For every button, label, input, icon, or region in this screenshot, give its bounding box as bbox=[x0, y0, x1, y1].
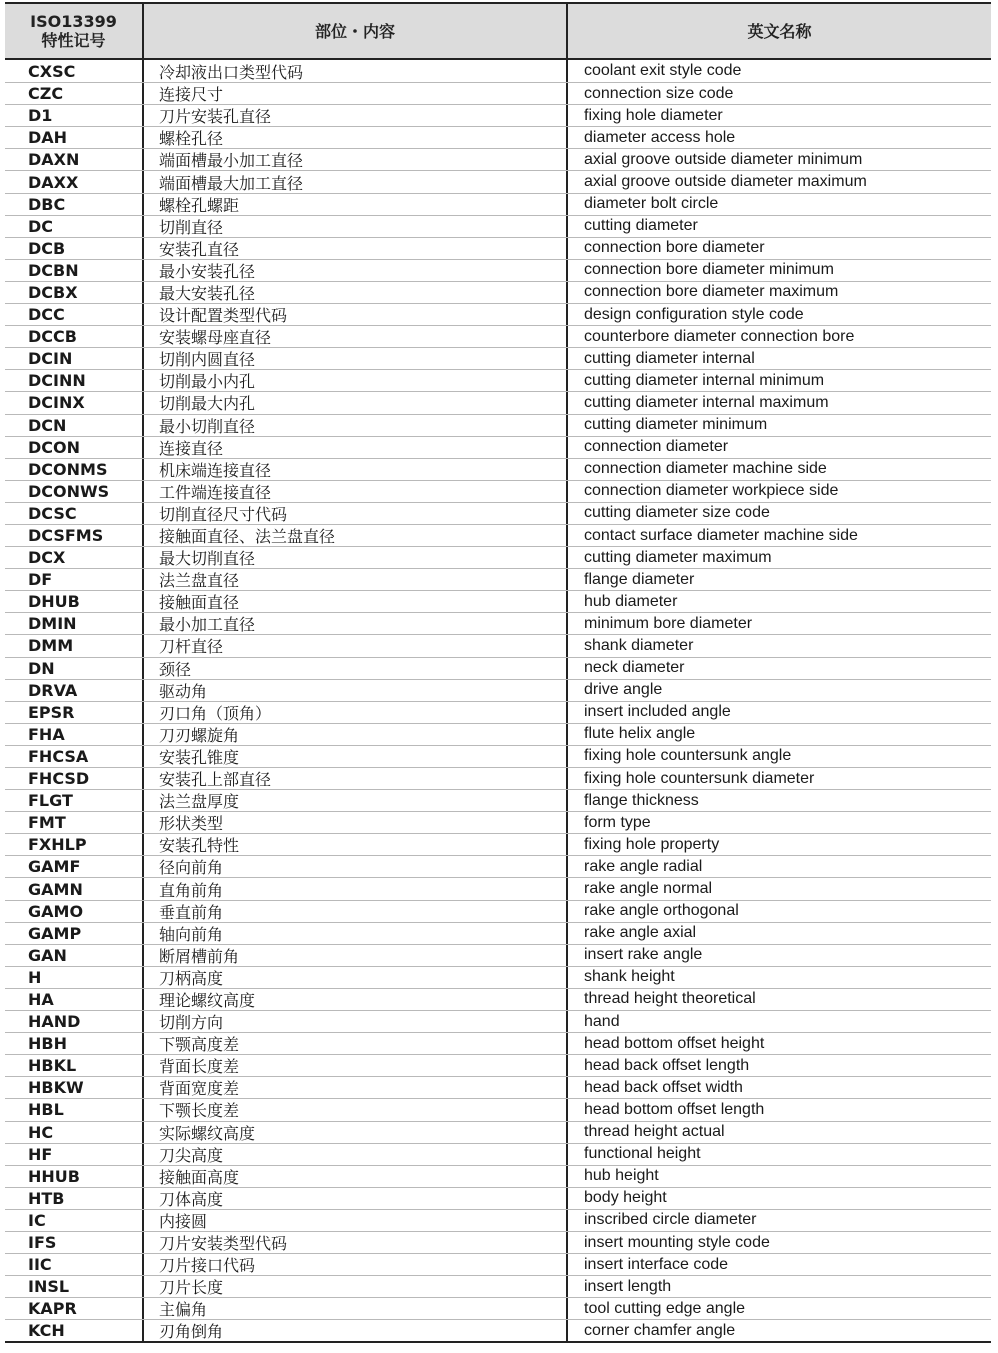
chinese-name-cell: 法兰盘直径 bbox=[144, 569, 568, 590]
english-name-cell: hub height bbox=[584, 1167, 659, 1185]
english-name-cell: neck diameter bbox=[584, 659, 685, 677]
english-name-cell: diameter access hole bbox=[584, 128, 736, 146]
english-name-cell: cutting diameter maximum bbox=[584, 548, 772, 566]
code-cell: DCINN bbox=[5, 370, 144, 391]
chinese-name-cell: 刃口角（顶角） bbox=[144, 702, 568, 723]
chinese-name-cell: 冷却液出口类型代码 bbox=[144, 60, 568, 82]
code-cell: CXSC bbox=[5, 60, 144, 82]
code-cell: KAPR bbox=[5, 1298, 144, 1319]
chinese-name-cell: 形状类型 bbox=[144, 812, 568, 833]
chinese-name-cell: 刀刃螺旋角 bbox=[144, 724, 568, 745]
table-row bbox=[5, 657, 991, 679]
code-cell: HHUB bbox=[5, 1166, 144, 1187]
code-cell: DCX bbox=[5, 547, 144, 568]
chinese-name-cell: 刀片安装孔直径 bbox=[144, 105, 568, 126]
code-cell: HBKL bbox=[5, 1055, 144, 1076]
chinese-name-cell: 连接尺寸 bbox=[144, 83, 568, 104]
chinese-name-cell: 接触面直径、法兰盘直径 bbox=[144, 525, 568, 546]
code-cell: HBL bbox=[5, 1099, 144, 1120]
chinese-name-cell: 断屑槽前角 bbox=[144, 945, 568, 966]
code-cell: FMT bbox=[5, 812, 144, 833]
code-cell: DCBX bbox=[5, 282, 144, 303]
english-name-cell: flute helix angle bbox=[584, 725, 696, 743]
english-name-cell: shank height bbox=[584, 968, 675, 986]
english-name-cell: connection diameter workpiece side bbox=[584, 482, 839, 500]
chinese-name-cell: 安装孔直径 bbox=[144, 238, 568, 259]
english-name-cell: axial groove outside diameter maximum bbox=[584, 173, 867, 191]
english-name-cell: connection bore diameter maximum bbox=[584, 283, 839, 301]
table-row bbox=[5, 701, 991, 723]
chinese-name-cell: 切削最小内孔 bbox=[144, 370, 568, 391]
code-cell: DCIN bbox=[5, 348, 144, 369]
english-name-cell: head back offset length bbox=[584, 1056, 750, 1074]
table-row bbox=[5, 347, 991, 369]
table-row bbox=[5, 1297, 991, 1319]
code-cell: IFS bbox=[5, 1232, 144, 1253]
chinese-name-cell: 工件端连接直径 bbox=[144, 481, 568, 502]
english-name-cell: flange diameter bbox=[584, 570, 695, 588]
english-name-cell: cutting diameter internal minimum bbox=[584, 371, 825, 389]
table-row bbox=[5, 170, 991, 192]
english-name-cell: contact surface diameter machine side bbox=[584, 526, 858, 544]
table-row bbox=[5, 1275, 991, 1297]
table-row bbox=[5, 966, 991, 988]
code-cell: INSL bbox=[5, 1276, 144, 1297]
code-cell: D1 bbox=[5, 105, 144, 126]
code-cell: HBKW bbox=[5, 1077, 144, 1098]
chinese-name-cell: 下颚高度差 bbox=[144, 1033, 568, 1054]
english-name-cell: connection diameter bbox=[584, 438, 729, 456]
table-row bbox=[5, 723, 991, 745]
table-row bbox=[5, 1010, 991, 1032]
table-row bbox=[5, 855, 991, 877]
table-row bbox=[5, 1187, 991, 1209]
table-row bbox=[5, 1165, 991, 1187]
code-cell: IIC bbox=[5, 1254, 144, 1275]
code-cell: IC bbox=[5, 1210, 144, 1231]
code-cell: DC bbox=[5, 216, 144, 237]
english-name-cell: tool cutting edge angle bbox=[584, 1299, 746, 1317]
chinese-name-cell: 端面槽最小加工直径 bbox=[144, 149, 568, 170]
table-row bbox=[5, 193, 991, 215]
code-cell: FLGT bbox=[5, 790, 144, 811]
code-cell: DCSFMS bbox=[5, 525, 144, 546]
table-row bbox=[5, 833, 991, 855]
chinese-name-cell: 刀杆直径 bbox=[144, 635, 568, 656]
table-row bbox=[5, 1076, 991, 1098]
table-row bbox=[5, 237, 991, 259]
table-row bbox=[5, 1121, 991, 1143]
code-cell: DCONWS bbox=[5, 481, 144, 502]
code-cell: HA bbox=[5, 989, 144, 1010]
table-row bbox=[5, 104, 991, 126]
code-cell: DCINX bbox=[5, 392, 144, 413]
table-row bbox=[5, 1319, 991, 1341]
table-row bbox=[5, 1231, 991, 1253]
chinese-name-cell: 螺栓孔螺距 bbox=[144, 194, 568, 215]
table-row bbox=[5, 480, 991, 502]
chinese-name-cell: 接触面高度 bbox=[144, 1166, 568, 1187]
code-cell: KCH bbox=[5, 1320, 144, 1341]
table-row bbox=[5, 303, 991, 325]
chinese-name-cell: 理论螺纹高度 bbox=[144, 989, 568, 1010]
code-cell: HC bbox=[5, 1122, 144, 1143]
chinese-name-cell: 颈径 bbox=[144, 658, 568, 679]
code-cell: HTB bbox=[5, 1188, 144, 1209]
english-name-cell: connection bore diameter bbox=[584, 239, 765, 257]
english-name-cell: counterbore diameter connection bore bbox=[584, 327, 855, 345]
english-name-cell: rake angle normal bbox=[584, 880, 713, 898]
table-row bbox=[5, 877, 991, 899]
table-row bbox=[5, 1032, 991, 1054]
table-row bbox=[5, 60, 991, 82]
table-row bbox=[5, 458, 991, 480]
table-row bbox=[5, 922, 991, 944]
chinese-name-cell: 垂直前角 bbox=[144, 901, 568, 922]
table-row bbox=[5, 590, 991, 612]
table-row bbox=[5, 634, 991, 656]
code-cell: FHCSA bbox=[5, 746, 144, 767]
english-name-cell: cutting diameter internal bbox=[584, 349, 755, 367]
code-cell: FXHLP bbox=[5, 834, 144, 855]
chinese-name-cell: 刃角倒角 bbox=[144, 1320, 568, 1341]
chinese-name-cell: 实际螺纹高度 bbox=[144, 1122, 568, 1143]
code-cell: DHUB bbox=[5, 591, 144, 612]
table-row bbox=[5, 1209, 991, 1231]
chinese-name-cell: 轴向前角 bbox=[144, 923, 568, 944]
header-code bbox=[5, 4, 144, 58]
english-name-cell: hand bbox=[584, 1012, 620, 1030]
code-cell: GAMF bbox=[5, 856, 144, 877]
code-cell: EPSR bbox=[5, 702, 144, 723]
code-cell: FHCSD bbox=[5, 768, 144, 789]
chinese-name-cell: 刀片接口代码 bbox=[144, 1254, 568, 1275]
table-row bbox=[5, 1253, 991, 1275]
english-name-cell: minimum bore diameter bbox=[584, 614, 753, 632]
english-name-cell: design configuration style code bbox=[584, 305, 804, 323]
chinese-name-cell: 背面长度差 bbox=[144, 1055, 568, 1076]
table-row bbox=[5, 82, 991, 104]
chinese-name-cell: 直角前角 bbox=[144, 878, 568, 899]
table-row bbox=[5, 391, 991, 413]
table-row bbox=[5, 325, 991, 347]
table-row bbox=[5, 767, 991, 789]
header-part-content: 部位・内容 bbox=[144, 4, 568, 58]
code-cell: DAH bbox=[5, 127, 144, 148]
table-row bbox=[5, 126, 991, 148]
english-name-cell: head bottom offset length bbox=[584, 1100, 765, 1118]
chinese-name-cell: 刀体高度 bbox=[144, 1188, 568, 1209]
code-cell: DCB bbox=[5, 238, 144, 259]
english-name-cell: fixing hole diameter bbox=[584, 106, 723, 124]
code-cell: HBH bbox=[5, 1033, 144, 1054]
code-cell: DCCB bbox=[5, 326, 144, 347]
chinese-name-cell: 安装孔锥度 bbox=[144, 746, 568, 767]
chinese-name-cell: 最大切削直径 bbox=[144, 547, 568, 568]
chinese-name-cell: 最大安装孔径 bbox=[144, 282, 568, 303]
english-name-cell: axial groove outside diameter minimum bbox=[584, 150, 863, 168]
english-name-cell: insert length bbox=[584, 1277, 672, 1295]
chinese-name-cell: 安装螺母座直径 bbox=[144, 326, 568, 347]
chinese-name-cell: 内接圆 bbox=[144, 1210, 568, 1231]
chinese-name-cell: 刀片长度 bbox=[144, 1276, 568, 1297]
table-row bbox=[5, 281, 991, 303]
english-name-cell: insert mounting style code bbox=[584, 1233, 770, 1251]
table-row bbox=[5, 1054, 991, 1076]
chinese-name-cell: 接触面直径 bbox=[144, 591, 568, 612]
code-cell: GAMN bbox=[5, 878, 144, 899]
english-name-cell: rake angle axial bbox=[584, 924, 697, 942]
code-cell: DCC bbox=[5, 304, 144, 325]
english-name-cell: thread height theoretical bbox=[584, 990, 756, 1008]
english-name-cell: diameter bolt circle bbox=[584, 195, 719, 213]
chinese-name-cell: 主偏角 bbox=[144, 1298, 568, 1319]
iso-characteristics-table bbox=[5, 2, 991, 1343]
table-row bbox=[5, 944, 991, 966]
code-cell: DCON bbox=[5, 437, 144, 458]
chinese-name-cell: 安装孔特性 bbox=[144, 834, 568, 855]
code-cell: DMM bbox=[5, 635, 144, 656]
english-name-cell: form type bbox=[584, 813, 651, 831]
header-code-line1: ISO13399 bbox=[30, 12, 117, 31]
english-name-cell: inscribed circle diameter bbox=[584, 1211, 757, 1229]
english-name-cell: cutting diameter bbox=[584, 217, 698, 235]
chinese-name-cell: 端面槽最大加工直径 bbox=[144, 171, 568, 192]
code-cell: DRVA bbox=[5, 680, 144, 701]
code-cell: GAN bbox=[5, 945, 144, 966]
table-row bbox=[5, 502, 991, 524]
table-row bbox=[5, 568, 991, 590]
table-row bbox=[5, 679, 991, 701]
english-name-cell: body height bbox=[584, 1189, 667, 1207]
english-name-cell: cutting diameter minimum bbox=[584, 416, 768, 434]
table-row bbox=[5, 436, 991, 458]
table-row bbox=[5, 524, 991, 546]
chinese-name-cell: 切削最大内孔 bbox=[144, 392, 568, 413]
table-row bbox=[5, 259, 991, 281]
chinese-name-cell: 下颚长度差 bbox=[144, 1099, 568, 1120]
chinese-name-cell: 连接直径 bbox=[144, 437, 568, 458]
english-name-cell: hub diameter bbox=[584, 592, 678, 610]
english-name-cell: corner chamfer angle bbox=[584, 1321, 736, 1339]
chinese-name-cell: 机床端连接直径 bbox=[144, 459, 568, 480]
english-name-cell: cutting diameter internal maximum bbox=[584, 393, 829, 411]
chinese-name-cell: 切削内圆直径 bbox=[144, 348, 568, 369]
code-cell: DCSC bbox=[5, 503, 144, 524]
table-row bbox=[5, 789, 991, 811]
english-name-cell: flange thickness bbox=[584, 791, 699, 809]
english-name-cell: head back offset width bbox=[584, 1078, 743, 1096]
english-name-cell: connection size code bbox=[584, 84, 734, 102]
code-cell: DCBN bbox=[5, 260, 144, 281]
english-name-cell: shank diameter bbox=[584, 636, 694, 654]
code-cell: DAXN bbox=[5, 149, 144, 170]
chinese-name-cell: 刀尖高度 bbox=[144, 1144, 568, 1165]
table-row bbox=[5, 1098, 991, 1120]
chinese-name-cell: 最小安装孔径 bbox=[144, 260, 568, 281]
table-row bbox=[5, 745, 991, 767]
table-row bbox=[5, 612, 991, 634]
chinese-name-cell: 切削方向 bbox=[144, 1011, 568, 1032]
english-name-cell: drive angle bbox=[584, 681, 663, 699]
english-name-cell: connection diameter machine side bbox=[584, 460, 827, 478]
table-row bbox=[5, 900, 991, 922]
chinese-name-cell: 安装孔上部直径 bbox=[144, 768, 568, 789]
english-name-cell: head bottom offset height bbox=[584, 1034, 765, 1052]
english-name-cell: insert rake angle bbox=[584, 946, 703, 964]
code-cell: DMIN bbox=[5, 613, 144, 634]
english-name-cell: fixing hole countersunk diameter bbox=[584, 769, 815, 787]
table-row bbox=[5, 215, 991, 237]
english-name-cell: insert included angle bbox=[584, 703, 731, 721]
code-cell: DAXX bbox=[5, 171, 144, 192]
code-cell: GAMO bbox=[5, 901, 144, 922]
table-row bbox=[5, 988, 991, 1010]
header-english-name: 英文名称 bbox=[747, 21, 812, 41]
chinese-name-cell: 法兰盘厚度 bbox=[144, 790, 568, 811]
chinese-name-cell: 刀片安装类型代码 bbox=[144, 1232, 568, 1253]
chinese-name-cell: 最小加工直径 bbox=[144, 613, 568, 634]
chinese-name-cell: 背面宽度差 bbox=[144, 1077, 568, 1098]
chinese-name-cell: 切削直径 bbox=[144, 216, 568, 237]
english-name-cell: coolant exit style code bbox=[584, 62, 742, 80]
english-name-cell: rake angle radial bbox=[584, 857, 703, 875]
code-cell: GAMP bbox=[5, 923, 144, 944]
english-name-cell: insert interface code bbox=[584, 1255, 729, 1273]
table-row bbox=[5, 369, 991, 391]
table-row bbox=[5, 1143, 991, 1165]
english-name-cell: thread height actual bbox=[584, 1123, 725, 1141]
chinese-name-cell: 径向前角 bbox=[144, 856, 568, 877]
english-name-cell: connection bore diameter minimum bbox=[584, 261, 834, 279]
code-cell: DCONMS bbox=[5, 459, 144, 480]
table-body bbox=[5, 60, 991, 1341]
english-name-cell: cutting diameter size code bbox=[584, 504, 770, 522]
english-name-cell: functional height bbox=[584, 1145, 701, 1163]
code-cell: H bbox=[5, 967, 144, 988]
table-row bbox=[5, 811, 991, 833]
code-cell: FHA bbox=[5, 724, 144, 745]
english-name-cell: fixing hole countersunk angle bbox=[584, 747, 792, 765]
chinese-name-cell: 最小切削直径 bbox=[144, 415, 568, 436]
code-cell: DCN bbox=[5, 415, 144, 436]
chinese-name-cell: 螺栓孔径 bbox=[144, 127, 568, 148]
chinese-name-cell: 切削直径尺寸代码 bbox=[144, 503, 568, 524]
code-cell: DF bbox=[5, 569, 144, 590]
table-header bbox=[5, 4, 991, 60]
code-cell: HF bbox=[5, 1144, 144, 1165]
code-cell: HAND bbox=[5, 1011, 144, 1032]
header-code-line2: 特性记号 bbox=[41, 31, 106, 50]
english-name-cell: fixing hole property bbox=[584, 835, 720, 853]
chinese-name-cell: 设计配置类型代码 bbox=[144, 304, 568, 325]
table-row bbox=[5, 414, 991, 436]
english-name-cell: rake angle orthogonal bbox=[584, 902, 739, 920]
table-row bbox=[5, 148, 991, 170]
chinese-name-cell: 驱动角 bbox=[144, 680, 568, 701]
chinese-name-cell: 刀柄高度 bbox=[144, 967, 568, 988]
code-cell: CZC bbox=[5, 83, 144, 104]
code-cell: DN bbox=[5, 658, 144, 679]
table-row bbox=[5, 546, 991, 568]
code-cell: DBC bbox=[5, 194, 144, 215]
